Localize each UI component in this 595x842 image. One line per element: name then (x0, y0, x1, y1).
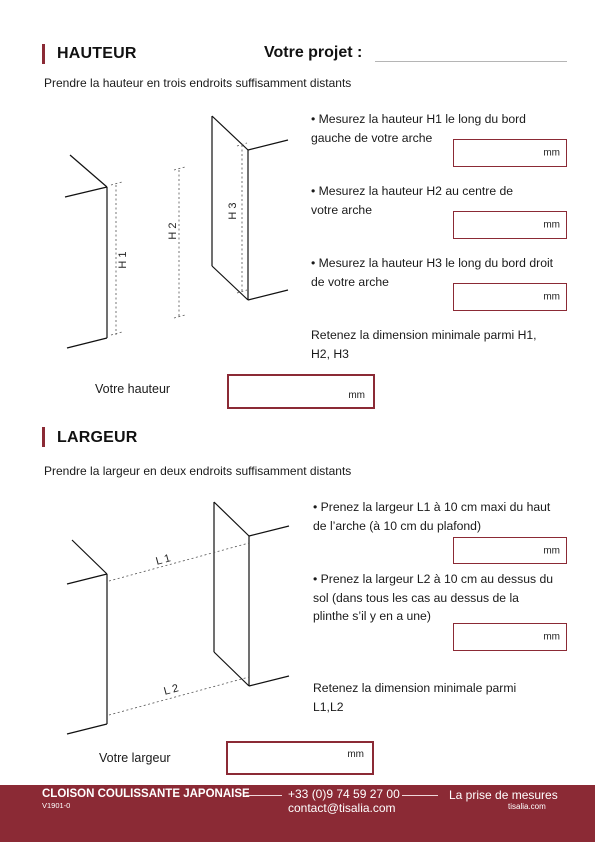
footer-site[interactable]: tisalia.com (508, 802, 546, 811)
hauteur-result-input[interactable] (227, 374, 375, 409)
project-label: Votre projet : (264, 44, 363, 61)
footer-email[interactable]: contact@tisalia.com (288, 801, 396, 815)
unit-label: mm (543, 219, 560, 231)
hauteur-intro: Prendre la hauteur en trois endroits suffisamment distants (44, 76, 352, 90)
unit-label: mm (543, 545, 560, 556)
hauteur-retain-note: Retenez la dimension minimale parmi H1, H2, H3 (311, 328, 537, 361)
result-label-hauteur: Votre hauteur (95, 382, 171, 396)
largeur-diagram (60, 495, 320, 745)
section-title-hauteur: HAUTEUR (57, 45, 137, 62)
label-l1: L 1 (154, 552, 172, 568)
footer-brand: CLOISON COULISSANTE JAPONAISE (42, 788, 250, 800)
footer-doc-title: La prise de mesures (449, 788, 558, 802)
instruction-l1: • Prenez la largeur L1 à 10 cm maxi du haut de l’arche (à 10 cm du plafond) (313, 500, 551, 533)
project-name-line[interactable] (375, 61, 567, 62)
largeur-intro: Prendre la largeur en deux endroits suffisamment distants (44, 464, 352, 478)
footer-version: V1901-0 (42, 801, 71, 810)
l2-input[interactable] (453, 623, 567, 651)
section-title-largeur: LARGEUR (57, 429, 138, 446)
h3-input[interactable] (453, 283, 567, 311)
h2-input[interactable] (453, 211, 567, 239)
footer-divider (402, 795, 438, 796)
instruction-l2: • Prenez la largeur L2 à 10 cm au dessus du sol (dans tous les cas au dessus de la plinthe s’il y en a une) (313, 572, 554, 623)
largeur-retain-note: Retenez la dimension minimale parmi L1,L2 (313, 681, 517, 714)
hauteur-diagram (60, 110, 320, 370)
unit-label: mm (543, 147, 560, 159)
instruction-h2: • Mesurez la hauteur H2 au centre de votre arche (311, 184, 514, 217)
footer (0, 785, 595, 842)
largeur-result-input[interactable] (226, 741, 374, 775)
label-h3: H 3 (227, 202, 239, 220)
footer-phone[interactable]: +33 (0)9 74 59 27 00 (288, 787, 400, 801)
instruction-h1: • Mesurez la hauteur H1 le long du bord gauche de votre arche (311, 112, 526, 145)
label-h1: H 1 (117, 251, 129, 269)
unit-label: mm (348, 390, 365, 401)
label-l2: L 2 (162, 682, 180, 698)
result-label-largeur: Votre largeur (99, 751, 171, 765)
l1-input[interactable] (453, 537, 567, 564)
unit-label: mm (347, 749, 364, 760)
footer-divider (246, 795, 282, 796)
label-h2: H 2 (167, 222, 179, 240)
instruction-h3: • Mesurez la hauteur H3 le long du bord droit de votre arche (311, 256, 554, 289)
unit-label: mm (543, 631, 560, 643)
section-marker-largeur (42, 427, 45, 447)
h1-input[interactable] (453, 139, 567, 167)
section-marker-hauteur (42, 44, 45, 64)
unit-label: mm (543, 291, 560, 303)
